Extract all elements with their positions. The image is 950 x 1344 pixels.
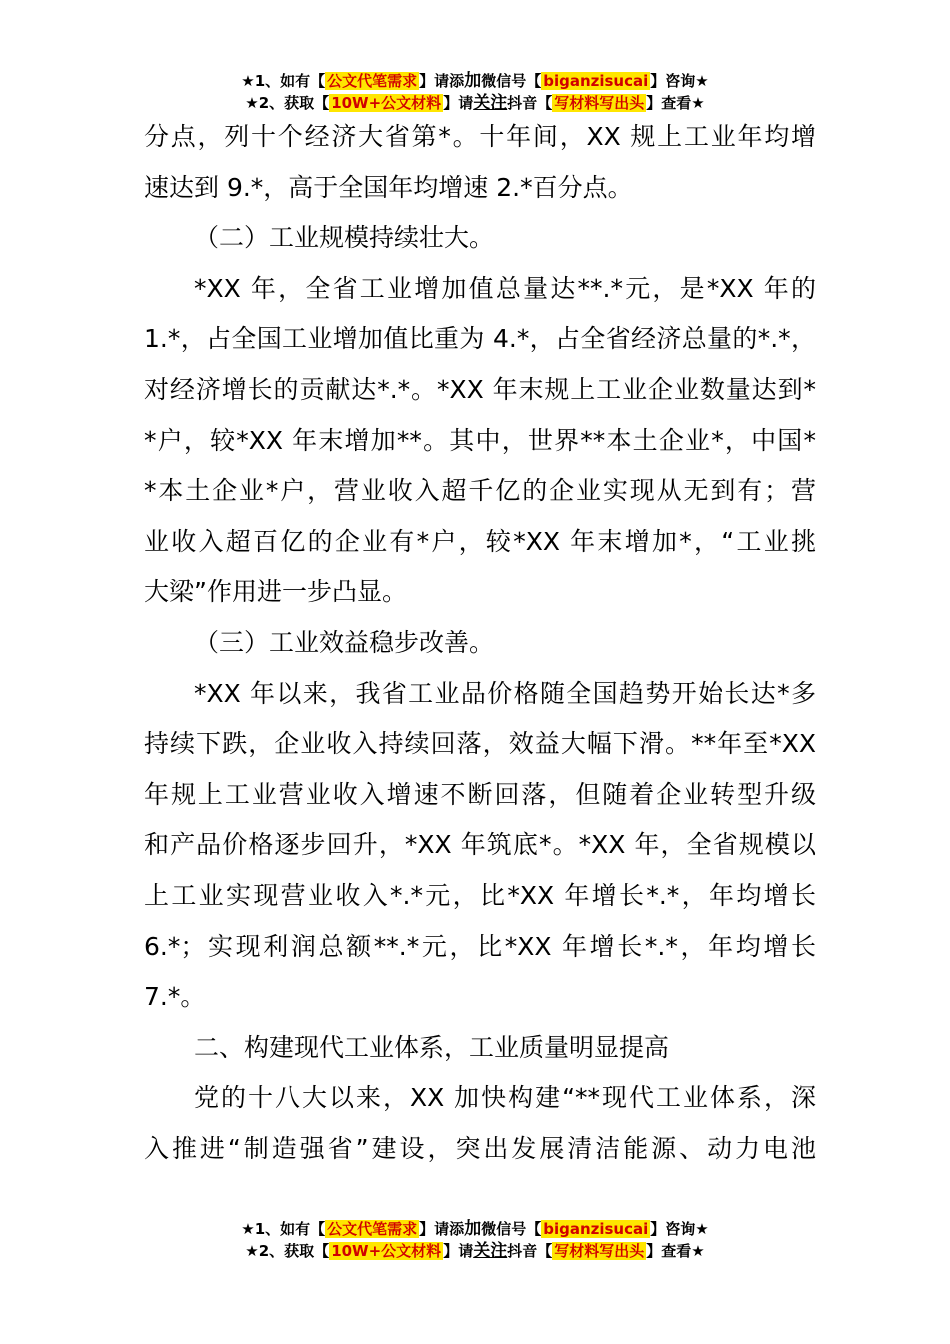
text-line: 持续下跌，企业收入持续回落，效益大幅下滑。**年至*XX [144,729,816,759]
chapter-heading: 二、构建现代工业体系，工业质量明显提高 [194,1032,670,1062]
banner-line-2: ★2、获取【 10W+公文材料 】请关注抖音【 写材料写出头 】查看★ [245,93,705,113]
text-line: *XX 年以来，我省工业品价格随全国趋势开始长达*多 [194,678,816,708]
text-line: 和产品价格逐步回升，*XX 年筑底*。*XX 年，全省规模以 [144,830,816,860]
banner-line-2: ★2、获取【 10W+公文材料 】请关注抖音【 写材料写出头 】查看★ [245,1241,705,1261]
text-line: 党的十八大以来，XX 加快构建“**现代工业体系，深 [194,1083,816,1113]
text-line: 速达到 9.*，高于全国年均增速 2.*百分点。 [144,172,633,202]
text-line: 分点，列十个经济大省第*。十年间，XX 规上工业年均增 [144,122,816,151]
highlight-materials: 10W+公文材料 [331,94,442,112]
highlight-wechat-id: biganzisucai [543,1220,649,1238]
highlight-douyin: 写材料写出头 [554,94,645,112]
text-line: 业收入超百亿的企业有*户，较*XX 年末增加*，“工业挑 [144,526,816,556]
highlight-materials: 10W+公文材料 [331,1242,442,1260]
highlight-service: 公文代笔需求 [327,1220,418,1238]
text-line: 对经济增长的贡献达*.*。*XX 年末规上工业企业数量达到* [144,374,816,404]
text-line: 入推进“制造强省”建设，突出发展清洁能源、动力电池 [144,1133,816,1163]
text-line: 6.*；实现利润总额**.*元，比*XX 年增长*.*，年均增长 [144,931,816,961]
text-line: *户，较*XX 年末增加**。其中，世界**本土企业*，中国* [144,425,816,455]
text-line: *XX 年，全省工业增加值总量达**.*元，是*XX 年的 [194,273,816,303]
highlight-douyin: 写材料写出头 [554,1242,645,1260]
banner-line-1: ★1、如有【 公文代笔需求 】请添加微信号【 biganzisucai 】咨询★ [241,1219,709,1239]
text-line: 1.*，占全国工业增加值比重为 4.*，占全省经济总量的*.*， [144,324,816,354]
section-heading: （二）工业规模持续壮大。 [194,223,495,253]
text-line: 7.*。 [144,982,206,1012]
text-line: 年规上工业营业收入增速不断回落，但随着企业转型升级 [144,779,816,809]
section-heading: （三）工业效益稳步改善。 [194,627,495,657]
document-body [144,112,816,1174]
highlight-service: 公文代笔需求 [327,72,418,90]
text-line: *本土企业*户，营业收入超千亿的企业实现从无到有；营 [144,476,816,506]
banner-line-1: ★1、如有【 公文代笔需求 】请添加微信号【 biganzisucai 】咨询★ [241,71,709,91]
header-banner [0,70,950,114]
footer-banner [0,1218,950,1262]
text-line: 大梁”作用进一步凸显。 [144,577,407,607]
highlight-wechat-id: biganzisucai [543,72,649,90]
text-line: 上工业实现营业收入*.*元，比*XX 年增长*.*，年均增长 [144,880,816,910]
